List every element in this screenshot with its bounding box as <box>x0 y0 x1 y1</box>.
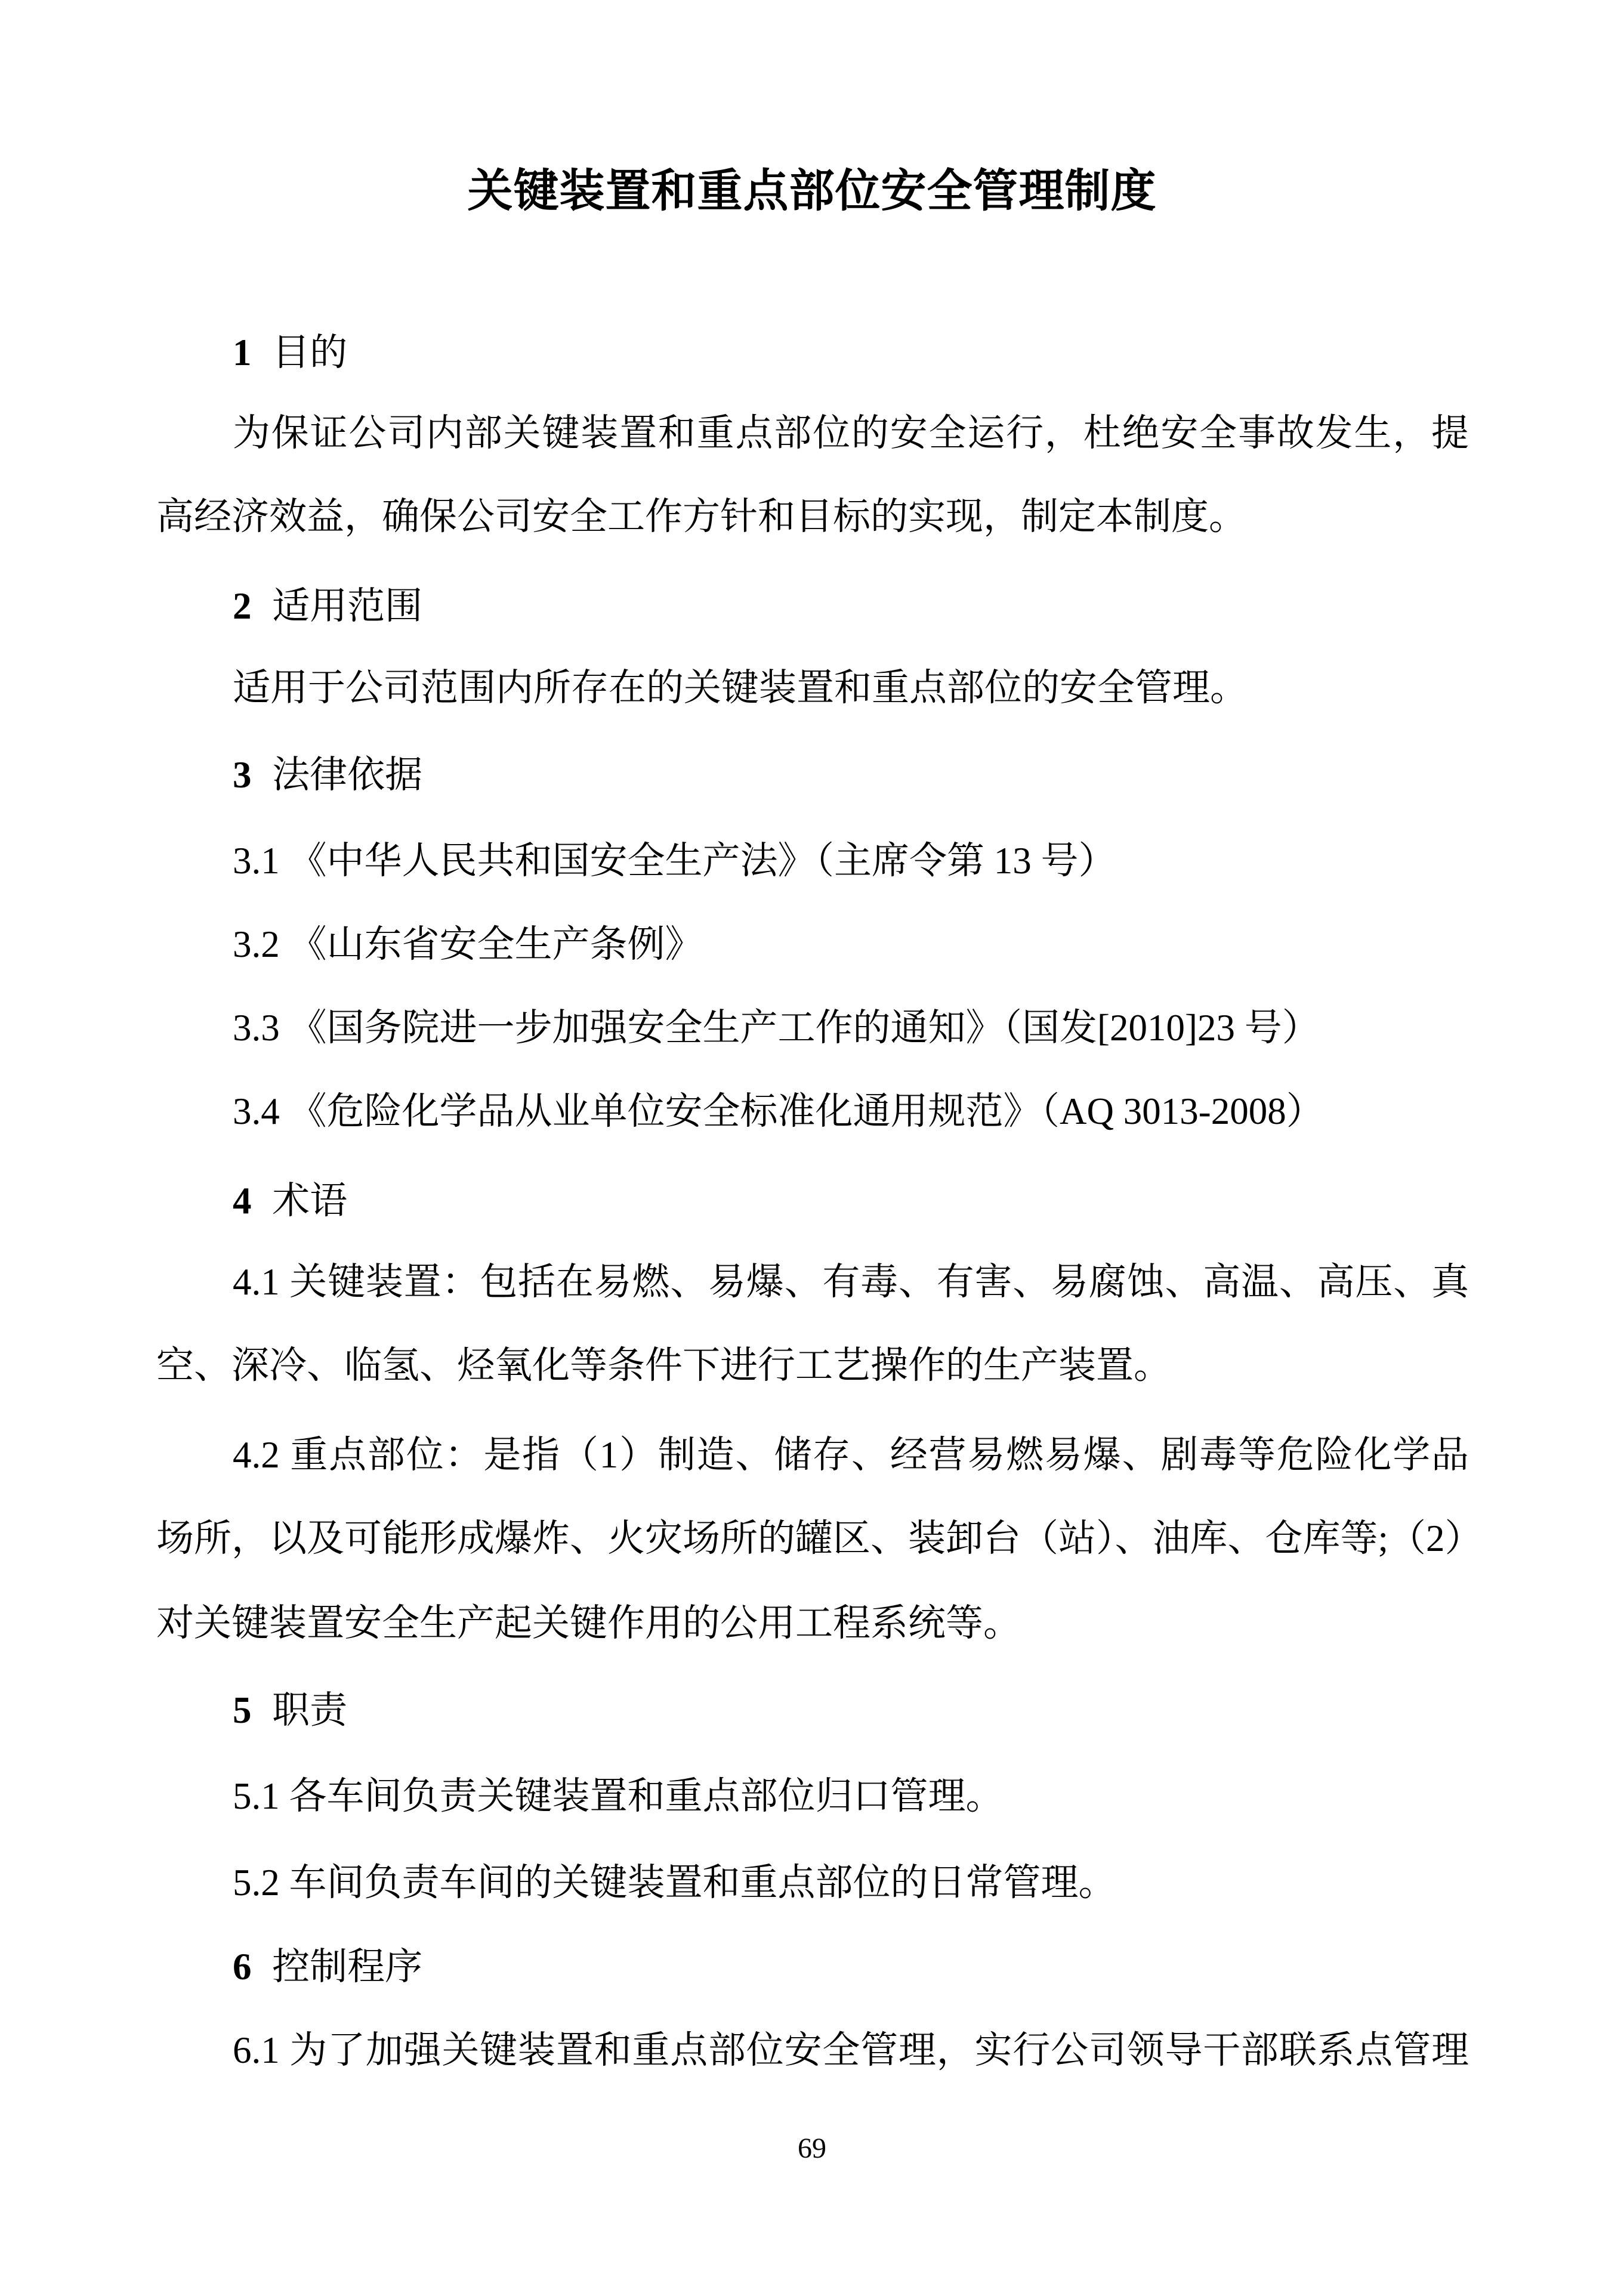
heading-number: 6 <box>233 1946 252 1988</box>
body-line: 高经济效益，确保公司安全工作方针和目标的实现，制定本制度。 <box>156 496 1246 537</box>
heading-label: 适用范围 <box>272 585 423 627</box>
section-4-heading <box>233 1179 1469 1222</box>
legal-item-3-1: 3.1 《中华人民共和国安全生产法》（主席令第 13 号） <box>233 840 1116 882</box>
heading-number: 5 <box>233 1689 252 1731</box>
heading-label: 法律依据 <box>272 754 423 796</box>
body-line: 对关键装置安全生产起关键作用的公用工程系统等。 <box>156 1602 1021 1644</box>
section-1-heading <box>233 331 1469 374</box>
heading-number: 1 <box>233 332 252 373</box>
section-5-heading <box>233 1689 1469 1732</box>
section-3-heading <box>233 753 1469 796</box>
document-body <box>156 0 1483 2296</box>
page-title: 关键装置和重点部位安全管理制度 <box>467 166 1157 217</box>
heading-number: 2 <box>233 585 252 627</box>
term-item-4-2: 4.2 重点部位：是指（1）制造、储存、经营易燃易爆、剧毒等危险化学品 <box>233 1434 1469 1476</box>
term-item-4-1: 4.1 关键装置：包括在易燃、易爆、有毒、有害、易腐蚀、高温、高压、真 <box>233 1261 1469 1303</box>
duty-item-5-1: 5.1 各车间负责关键装置和重点部位归口管理。 <box>233 1775 1004 1817</box>
section-6-heading <box>233 1945 1469 1988</box>
heading-number: 4 <box>233 1180 252 1222</box>
legal-item-3-2: 3.2 《山东省安全生产条例》 <box>233 923 703 965</box>
body-line: 为保证公司内部关键装置和重点部位的安全运行，杜绝安全事故发生，提 <box>233 412 1469 454</box>
heading-label: 目的 <box>272 332 348 373</box>
section-2-heading <box>233 585 1469 628</box>
heading-number: 3 <box>233 754 252 796</box>
body-line: 场所，以及可能形成爆炸、火灾场所的罐区、装卸台（站）、油库、仓库等;（2） <box>156 1518 1483 1559</box>
legal-item-3-4: 3.4 《危险化学品从业单位安全标准化通用规范》（AQ 3013-2008） <box>233 1090 1324 1132</box>
heading-label: 职责 <box>272 1689 348 1731</box>
page-number: 69 <box>798 2133 826 2164</box>
body-line: 适用于公司范围内所存在的关键装置和重点部位的安全管理。 <box>233 667 1248 709</box>
heading-label: 控制程序 <box>272 1946 423 1988</box>
procedure-item-6-1: 6.1 为了加强关键装置和重点部位安全管理，实行公司领导干部联系点管理 <box>233 2029 1469 2071</box>
body-line: 空、深冷、临氢、烃氧化等条件下进行工艺操作的生产装置。 <box>156 1345 1171 1386</box>
duty-item-5-2: 5.2 车间负责车间的关键装置和重点部位的日常管理。 <box>233 1862 1116 1903</box>
heading-label: 术语 <box>272 1180 348 1222</box>
legal-item-3-3: 3.3 《国务院进一步加强安全生产工作的通知》（国发[2010]23 号） <box>233 1007 1320 1049</box>
